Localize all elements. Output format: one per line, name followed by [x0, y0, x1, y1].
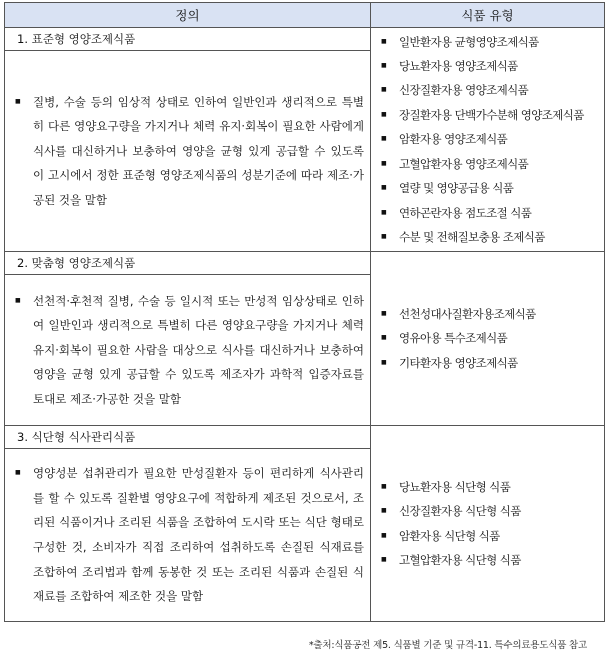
- bullet-square-icon: ■: [381, 334, 387, 342]
- definition-text: 질병, 수술 등의 임상적 상태로 인하여 일반인과 생리적으로 특별히 다른 영양요구량을 가지거나 체력 유지·회복이 필요한 사람에게 식사를 대신하거나 보충하여 영양을 균형 있게 공급할 수 있도록 이 고시에서 정한 표준형 영양조제식품의 성분기준에 따라 제조·가공된 것을 말함: [33, 94, 364, 207]
- food-type-item: ■ 열량 및 영양공급용 식품: [381, 176, 604, 200]
- bullet-square-icon: ■: [381, 482, 387, 490]
- food-type-list: [371, 475, 604, 573]
- food-type-item: ■ 고혈압환자용 식단형 식품: [381, 548, 604, 572]
- bullet-square-icon: ■: [381, 507, 387, 515]
- bullet-square-icon: ■: [381, 184, 387, 192]
- bullet-square-icon: ■: [381, 135, 387, 143]
- bullet-square-icon: ■: [381, 37, 387, 45]
- definition-cell: [5, 275, 371, 426]
- food-type-cell: [371, 28, 605, 252]
- source-footnote: *출처:식품공전 제5. 식품별 기준 및 규격-11. 특수의료용도식품 참고: [308, 640, 587, 651]
- food-type-item: ■ 기타환자용 영양조제식품: [381, 351, 604, 375]
- definition-cell: [5, 449, 371, 622]
- definition-text: 영양성분 섭취관리가 필요한 만성질환자 등이 편리하게 식사관리를 할 수 있도록 질환별 영양요구에 적합하게 제조된 것으로서, 조리된 식품이거나 조리된 식품을 조합하여 도시락 또는 식단 형태로 구성한 것, 소비자가 직접 조리하여 섭취하도록 손질된 식재료를 조합하여 조리법과 함께 동봉한 것 또는 조리된 식품과 손질된 식재료를 조합하여 제조한 것을 말함: [33, 466, 364, 604]
- bullet-square-icon: ■: [381, 86, 387, 94]
- food-type-item: ■ 수분 및 전해질보충용 조제식품: [381, 225, 604, 249]
- food-type-item: ■ 암환자용 영양조제식품: [381, 127, 604, 151]
- bullet-square-icon: ■: [381, 62, 387, 70]
- header-definition: 정의: [5, 3, 371, 28]
- bullet-square-icon: ■: [381, 159, 387, 167]
- food-type-item: ■ 연하곤란자용 점도조절 식품: [381, 201, 604, 225]
- food-category-table: [4, 2, 605, 622]
- food-type-list: [371, 30, 604, 250]
- food-type-list: [371, 302, 604, 375]
- section-title-row: [5, 28, 605, 51]
- bullet-square-icon: ■: [381, 232, 387, 240]
- food-type-item: ■ 일반환자용 균형영양조제식품: [381, 30, 604, 54]
- bullet-square-icon: ■: [381, 531, 387, 539]
- food-type-item: ■ 영유아용 특수조제식품: [381, 326, 604, 350]
- bullet-square-icon: ■: [15, 97, 21, 105]
- food-type-item: ■ 신장질환자용 영양조제식품: [381, 78, 604, 102]
- section-title: 2. 맞춤형 영양조제식품: [5, 252, 371, 275]
- section-title: 3. 식단형 식사관리식품: [5, 426, 371, 449]
- food-type-item: ■ 선천성대사질환자용조제식품: [381, 302, 604, 326]
- food-type-cell: [371, 426, 605, 622]
- food-type-item: ■ 고혈압환자용 영양조제식품: [381, 152, 604, 176]
- definition-cell: [5, 51, 371, 252]
- bullet-square-icon: ■: [381, 208, 387, 216]
- bullet-square-icon: ■: [15, 296, 21, 304]
- food-type-cell: [371, 252, 605, 426]
- section-title: 1. 표준형 영양조제식품: [5, 28, 371, 51]
- section-title-row: [5, 252, 605, 275]
- table-header-row: [5, 3, 605, 28]
- definition-text: 선천적·후천적 질병, 수술 등 일시적 또는 만성적 임상상태로 인하여 일반인과 생리적으로 특별히 다른 영양요구량을 가지거나 체력 유지·회복이 필요한 사람을 대상으로 식사를 대신하거나 보충하여 영양을 균형 있게 공급할 수 있도록 제조자가 과학적 입증자료를 토대로 제조·가공한 것을 말함: [33, 293, 364, 406]
- food-type-item: ■ 장질환자용 단백가수분해 영양조제식품: [381, 103, 604, 127]
- bullet-square-icon: ■: [381, 110, 387, 118]
- bullet-square-icon: ■: [381, 309, 387, 317]
- food-type-item: ■ 당뇨환자용 영양조제식품: [381, 54, 604, 78]
- food-type-item: ■ 당뇨환자용 식단형 식품: [381, 475, 604, 499]
- bullet-square-icon: ■: [381, 358, 387, 366]
- header-food-type: 식품 유형: [371, 3, 605, 28]
- food-type-item: ■ 암환자용 식단형 식품: [381, 524, 604, 548]
- food-type-item: ■ 신장질환자용 식단형 식품: [381, 499, 604, 523]
- section-title-row: [5, 426, 605, 449]
- bullet-square-icon: ■: [381, 555, 387, 563]
- bullet-square-icon: ■: [15, 469, 21, 477]
